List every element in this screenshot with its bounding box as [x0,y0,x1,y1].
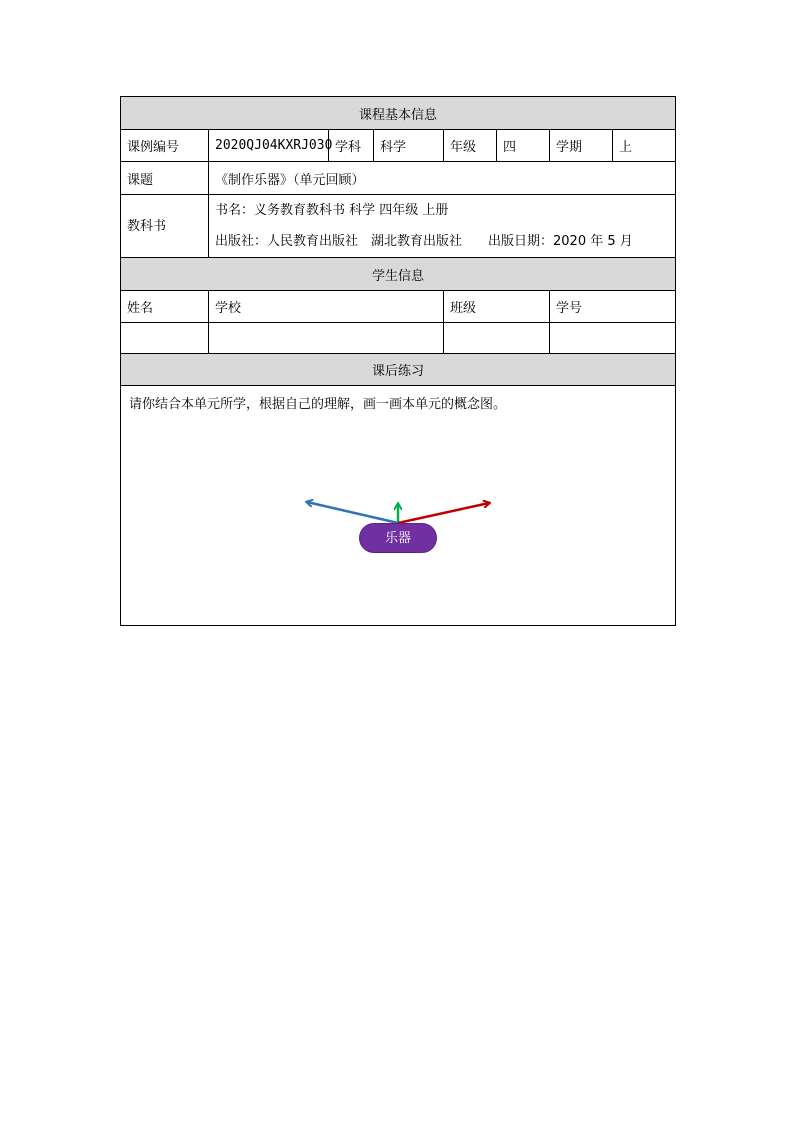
class-field[interactable] [444,323,550,354]
grade-label: 年级 [444,130,497,162]
name-field[interactable] [121,323,209,354]
topic-label: 课题 [121,162,209,195]
subject-value: 科学 [374,130,444,162]
arrow-left [307,502,398,523]
class-label: 班级 [444,291,550,323]
term-value: 上 [613,130,676,162]
textbook-title: 书名：义务教育教科书 科学 四年级 上册 [215,203,449,218]
course-id-label: 课例编号 [121,130,209,162]
subject-label: 学科 [329,130,374,162]
concept-map [121,386,674,626]
school-label: 学校 [209,291,444,323]
course-info-header: 课程基本信息 [121,97,676,130]
center-node: 乐器 [359,523,437,553]
course-id-value: 2020QJ04KXRJ030 [209,130,329,162]
topic-value: 《制作乐器》（单元回顾） [209,162,676,195]
textbook-label [121,195,209,258]
textbook-value [209,195,676,258]
textbook-publisher: 出版社：人民教育出版社 湖北教育出版社 出版日期：2020 年 5 月 [215,234,633,249]
number-field[interactable] [550,323,676,354]
homework-area [121,386,676,626]
student-info-header: 学生信息 [121,258,676,291]
grade-value: 四 [497,130,550,162]
course-form [120,96,676,626]
homework-header: 课后练习 [121,354,676,386]
arrow-right [398,503,489,523]
textbook-label-text: 教科书 [127,218,167,234]
term-label: 学期 [550,130,613,162]
homework-prompt: 请你结合本单元所学，根据自己的理解，画一画本单元的概念图。 [129,397,507,412]
number-label: 学号 [550,291,676,323]
school-field[interactable] [209,323,444,354]
name-label: 姓名 [121,291,209,323]
